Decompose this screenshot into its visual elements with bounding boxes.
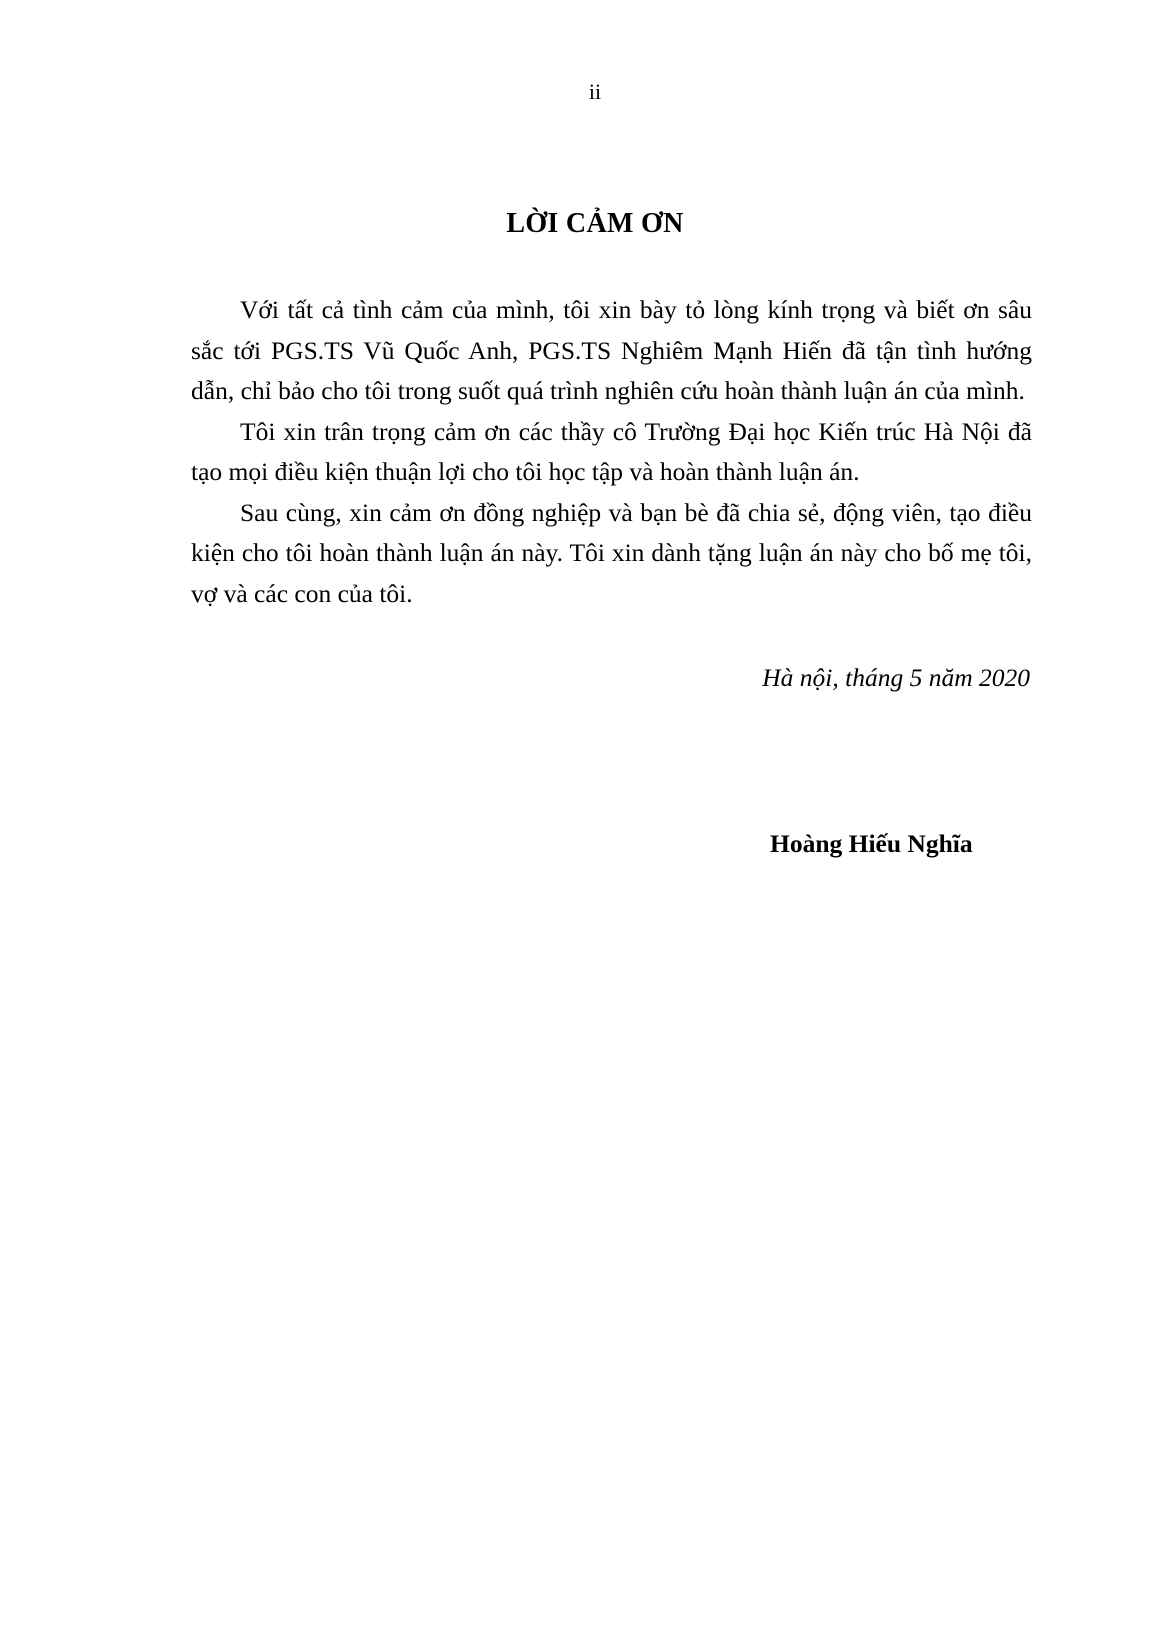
- paragraph-3: Sau cùng, xin cảm ơn đồng nghiệp và bạn bè đã chia sẻ, động viên, tạo điều kiện cho tôi hoàn thành luận án này. Tôi xin dành tặng luận án này cho bố mẹ tôi, vợ và các con của tôi.: [191, 497, 1032, 608]
- page-number: ii: [588, 79, 602, 104]
- date-line: Hà nội, tháng 5 năm 2020: [762, 663, 1030, 692]
- acknowledgement-body: [191, 290, 1032, 614]
- paragraph-2: Tôi xin trân trọng cảm ơn các thầy cô Trường Đại học Kiến trúc Hà Nội đã tạo mọi điều kiện thuận lợi cho tôi học tập và hoàn thành luận án.: [191, 416, 1032, 486]
- author-signature: Hoàng Hiếu Nghĩa: [770, 829, 973, 858]
- paragraph-1: Với tất cả tình cảm của mình, tôi xin bày tỏ lòng kính trọng và biết ơn sâu sắc tới PGS.TS Vũ Quốc Anh, PGS.TS Nghiêm Mạnh Hiến đã tận tình hướng dẫn, chỉ bảo cho tôi trong suốt quá trình nghiên cứu hoàn thành luận án của mình.: [191, 295, 1032, 405]
- page-title: LỜI CẢM ƠN: [506, 208, 684, 239]
